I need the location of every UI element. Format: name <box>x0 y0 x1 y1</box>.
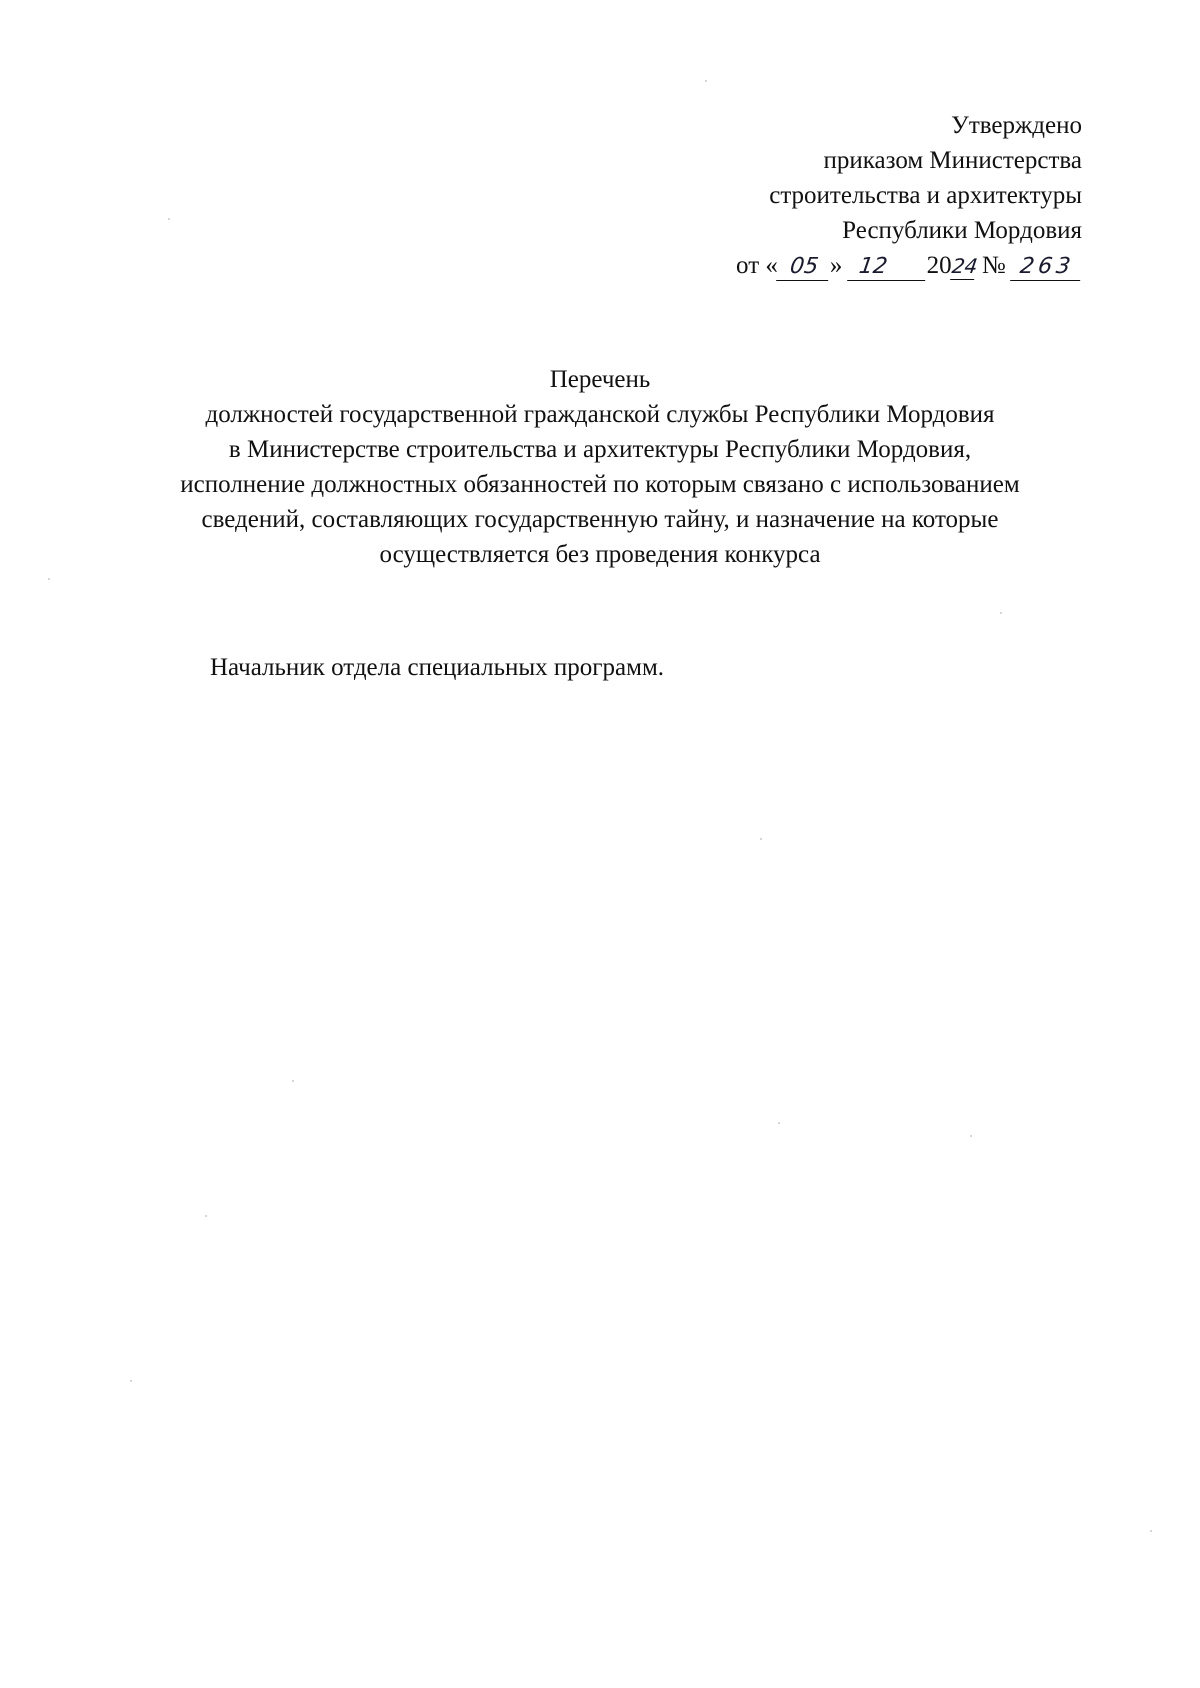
scan-speck <box>970 1135 972 1137</box>
approval-ministry-line: строительства и архитектуры <box>769 182 1082 209</box>
scan-speck <box>130 1380 132 1382</box>
scan-speck <box>1150 1530 1152 1532</box>
handwritten-order-number: 263 <box>1010 254 1084 281</box>
approval-order-line: приказом Министерства <box>823 147 1082 174</box>
scan-speck <box>292 1080 294 1082</box>
handwritten-day: 05 <box>776 254 832 281</box>
document-title: Перечень <box>549 366 651 393</box>
approval-republic-line: Республики Мордовия <box>842 217 1082 244</box>
scan-speck <box>205 1215 207 1217</box>
title-line-4: сведений, составляющих государственную тайну, и назначение на которые <box>201 506 999 533</box>
title-line-2: в Министерстве строительства и архитектуры Республики Мордовия, <box>228 436 972 463</box>
date-prefix: от « <box>736 252 778 279</box>
title-line-3: исполнение должностных обязанностей по которым связано с использованием <box>180 471 1020 498</box>
scan-speck <box>168 218 170 220</box>
title-line-1: должностей государственной гражданской службы Республики Мордовия <box>205 401 995 428</box>
document-title-block <box>0 362 1200 572</box>
date-mid: » <box>829 252 843 279</box>
title-line-5: осуществляется без проведения конкурса <box>379 541 821 568</box>
handwritten-year: 24 <box>950 254 979 278</box>
scan-speck <box>705 80 707 82</box>
scan-speck <box>1000 612 1002 614</box>
date-year-prefix: 20 <box>926 252 952 279</box>
handwritten-month: 12 <box>847 254 929 281</box>
approval-date-line <box>736 248 1082 283</box>
approval-stamp-block <box>736 108 1082 283</box>
position-list-item: Начальник отдела специальных программ. <box>210 654 665 681</box>
approval-heading: Утверждено <box>951 112 1082 139</box>
scan-speck <box>760 838 762 840</box>
scan-speck <box>48 578 50 580</box>
scan-speck <box>778 1122 780 1124</box>
number-sign: № <box>981 252 1006 279</box>
